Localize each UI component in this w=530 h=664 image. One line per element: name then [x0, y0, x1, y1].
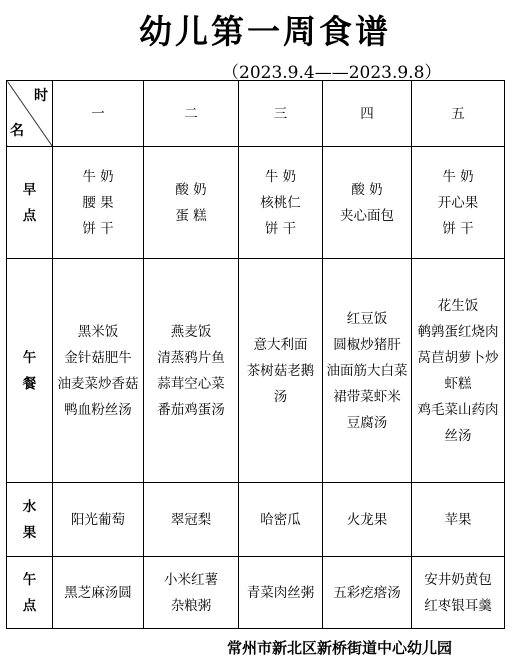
menu-cell — [412, 147, 505, 259]
dish-item: 青菜肉丝粥 — [246, 584, 315, 601]
menu-cell — [412, 259, 505, 483]
menu-cell — [323, 259, 412, 483]
meal-label-char: 水 — [22, 498, 37, 515]
meal-row-afternoon-snack — [7, 557, 505, 629]
dish-item: 黑芝麻汤圆 — [64, 584, 132, 601]
dish-item: 裙带菜虾米 — [333, 388, 401, 405]
dish-item: 饼 干 — [264, 220, 297, 237]
dish-item: 火龙果 — [346, 511, 388, 528]
dish-item: 清蒸鸦片鱼 — [157, 349, 225, 366]
day-header-3: 三 — [239, 81, 323, 147]
dish-item: 金针菇肥牛 — [64, 349, 132, 366]
dish-item: 饼 干 — [82, 220, 114, 237]
dish-item: 丝汤 — [444, 427, 472, 444]
menu-cell — [144, 259, 239, 483]
dish-item: 红豆饭 — [346, 310, 388, 327]
dish-item: 意大利面 — [253, 336, 308, 353]
dish-item: 腰 果 — [82, 194, 114, 211]
dish-item: 夹心面包 — [340, 207, 394, 224]
menu-cell — [412, 483, 505, 557]
dish-item: 花生饭 — [437, 297, 479, 314]
dish-item: 哈密瓜 — [260, 511, 301, 528]
dish-item: 油麦菜炒香菇 — [57, 375, 139, 392]
menu-cell — [53, 557, 144, 629]
dish-item: 核桃仁 — [260, 194, 301, 211]
dish-item: 汤 — [273, 388, 288, 405]
corner-cell — [7, 81, 53, 147]
menu-cell — [323, 557, 412, 629]
meal-label-char: 果 — [22, 524, 37, 541]
menu-cell — [144, 483, 239, 557]
dish-item: 苹果 — [444, 511, 472, 528]
menu-cell — [53, 483, 144, 557]
meal-row-fruit — [7, 483, 505, 557]
menu-cell — [144, 147, 239, 259]
dish-item: 虾糕 — [444, 375, 472, 392]
menu-cell — [412, 557, 505, 629]
dish-item: 牛 奶 — [264, 168, 297, 185]
meal-label-char: 午 — [22, 349, 37, 366]
meal-label — [7, 557, 53, 629]
day-header-5: 五 — [412, 81, 505, 147]
dish-item: 红枣银耳羹 — [424, 597, 492, 614]
menu-table — [6, 80, 505, 629]
meal-label-char: 午 — [22, 571, 37, 588]
meal-label — [7, 483, 53, 557]
meal-label-char: 早 — [22, 181, 37, 198]
dish-item: 饼 干 — [442, 220, 474, 237]
dish-item: 黑米饭 — [77, 323, 119, 340]
menu-cell — [239, 147, 323, 259]
dish-item: 蒜茸空心菜 — [157, 375, 225, 392]
corner-top-right: 时 — [34, 88, 48, 104]
menu-cell — [323, 483, 412, 557]
menu-cell — [53, 259, 144, 483]
menu-cell — [239, 483, 323, 557]
dish-item: 鹌鹑蛋红烧肉 — [417, 323, 499, 340]
dish-item: 鸡毛菜山药肉 — [417, 401, 499, 418]
dish-item: 油面筋大白菜 — [326, 362, 408, 379]
dish-item: 豆腐汤 — [346, 414, 388, 431]
dish-item: 安井奶黄包 — [424, 571, 492, 588]
meal-label — [7, 259, 53, 483]
meal-label-char: 点 — [22, 207, 37, 224]
meal-label-char: 点 — [22, 597, 37, 614]
menu-cell — [53, 147, 144, 259]
dish-item: 阳光葡萄 — [71, 511, 125, 528]
meal-label-char: 餐 — [22, 375, 37, 392]
dish-item: 圆椒炒猪肝 — [333, 336, 401, 353]
date-range: （2023.9.4——2023.9.8） — [222, 63, 442, 83]
menu-cell — [144, 557, 239, 629]
dish-item: 番茄鸡蛋汤 — [157, 401, 225, 418]
footer-school: 常州市新北区新桥街道中心幼儿园 — [227, 639, 453, 657]
day-header-4: 四 — [323, 81, 412, 147]
dish-item: 燕麦饭 — [170, 323, 212, 340]
dish-item: 酸 奶 — [351, 181, 383, 198]
day-header-2: 二 — [144, 81, 239, 147]
dish-item: 牛 奶 — [442, 168, 474, 185]
menu-cell — [323, 147, 412, 259]
dish-item: 鸭血粉丝汤 — [64, 401, 132, 418]
corner-bottom-left: 名 — [10, 123, 24, 139]
dish-item: 茶树菇老鹅 — [246, 362, 315, 379]
dish-item: 蛋 糕 — [175, 207, 207, 224]
dish-item: 五彩疙瘩汤 — [333, 584, 401, 601]
dish-item: 酸 奶 — [175, 181, 207, 198]
dish-item: 小米红薯 — [164, 571, 218, 588]
dish-item: 杂粮粥 — [170, 597, 212, 614]
page-title: 幼儿第一周食谱 — [139, 12, 391, 51]
meal-label — [7, 147, 53, 259]
meal-row-lunch — [7, 259, 505, 483]
menu-cell — [239, 557, 323, 629]
dish-item: 莴苣胡萝卜炒 — [417, 349, 499, 366]
dish-item: 翠冠梨 — [170, 511, 212, 528]
dish-item: 牛 奶 — [82, 168, 114, 185]
meal-row-breakfast — [7, 147, 505, 259]
dish-item: 开心果 — [437, 194, 479, 211]
menu-cell — [239, 259, 323, 483]
header-row — [7, 81, 505, 147]
day-header-1: 一 — [53, 81, 144, 147]
